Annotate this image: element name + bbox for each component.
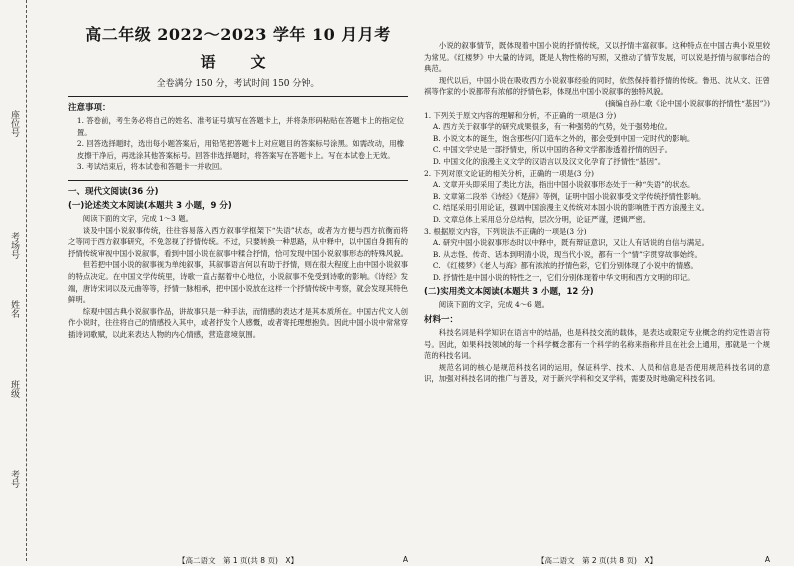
question-option: C. 结尾采用引用论证，强调中国浪漫主义传统对本国小说的影响胜于西方浪漫主义。 xyxy=(432,203,710,213)
version-mark: A xyxy=(402,555,408,564)
question-option: A. 西方关于叙事学的研究成果很多，有一种强势的气势，处于强势地位。 xyxy=(432,122,673,132)
binding-label-id: 考号 xyxy=(9,470,19,488)
note-item: 1. 答卷前，考生务必将自己的姓名、准考证号填写在答题卡上，并将条形码粘贴在答题卡上的指定位置。 xyxy=(76,116,405,137)
material-paragraph: 科技名词是科学知识在语言中的结晶，也是科技交流的载体，是表达或限定专业概念的约定性语言符号。因此，如果科技领域的每一个科学概念都有一个科学的名称来指称并且在社会上通用，那就是一个规范的科技名词。 xyxy=(424,328,770,361)
passage-paragraph: 谈及中国小说叙事传统，往往容易落入西方叙事学框架下“失语”状态，或者为方便与西方抗衡而将之等同于西方叙事研究，不免忽视了抒情传统。不过，只要转换一种思路，从中释中，以中国自身拥有的抒情传统审视中国小说叙事，看到中国小说在叙事中糅合抒情，恰可发现中国小说叙事形态的特殊风貌。 xyxy=(68,225,408,258)
material-paragraph: 规范名词的核心是规范科技名词的运用，保证科学、技术、人员和信息是否使用规范科技名词的意识，加强对科技名词的推广与普及，对于新兴学科和交叉学科，需要及时地确定科技名词。 xyxy=(424,362,770,384)
question-stem: 2. 下列对原文论证的相关分析，正确的一项是(3 分) xyxy=(424,168,595,178)
subsection-heading: (二)实用类文本阅读(本题共 3 小题，12 分) xyxy=(424,287,594,298)
subsection-heading: (一)论述类文本阅读(本题共 3 小题，9 分) xyxy=(68,200,232,211)
notes-heading: 注意事项： xyxy=(68,103,111,113)
binding-margin xyxy=(0,0,27,561)
question-option: B. 从志怪、传奇、话本到明清小说，现当代小说，都有一个“情”字贯穿故事始终。 xyxy=(432,249,702,259)
question-option: C. 中国文学史是一部抒情史，所以中国的各种文学都渗透着抒情的因子。 xyxy=(432,145,673,155)
exam-title: 高二年级 2022～2023 学年 10 月月考 xyxy=(85,25,391,44)
passage-paragraph: 现代以后，中国小说在吸收西方小说叙事经验的同时，依然保持着抒情的传统。鲁迅、沈从文、汪曾祺等作家的小说都带有浓郁的抒情色彩，体现出中国小说叙事的独特风貌。 xyxy=(424,75,770,97)
excerpt-source: (摘编自孙仁歌《论中国小说叙事的抒情性“基因”》) xyxy=(605,98,770,108)
question-stem: 1. 下列关于原文内容的理解和分析，不正确的一项是(3 分) xyxy=(424,110,617,120)
passage-paragraph: 综观中国古典小说叙事作品，讲故事只是一种手法，而情感的表达才是其本质所在。中国古代文人创作小说时，往往将自己的情感投入其中，或者抒发个人感慨，或者寄托理想抱负。因此中国小说中常常穿插诗词歌赋，以此来表达人物的内心情感，营造意境氛围。 xyxy=(68,306,408,339)
question-option: A. 文章开头即采用了类比方法，指出中国小说叙事形态处于一种“失语”的状态。 xyxy=(432,180,695,190)
material-label: 材料一： xyxy=(424,315,459,326)
note-item: 2. 回答选择题时，选出每小题答案后，用铅笔把答题卡上对应题目的答案标号涂黑。如需改动，用橡皮擦干净后，再选涂其他答案标号。回答非选择题时，将答案写在答题卡上。写在本试卷上无效。 xyxy=(76,139,405,160)
divider xyxy=(68,180,408,181)
passage-paragraph: 小说的叙事情节，既体现着中国小说的抒情传统，又以抒情丰富叙事。这种特点在中国古典小说里较为常见。《红楼梦》中大量的诗词，既是人物性格的写照，又推动了情节发展，可以说是抒情与叙事结合的典范。 xyxy=(424,41,770,74)
question-option: B. 小说文本的诞生，饱含那些闪门造车之外的，都会受到中国一定时代的影响。 xyxy=(432,133,695,143)
question-option: C. 《红楼梦》《老人与海》都有浓浓的抒情色彩，它们分别体现了小说中的情感。 xyxy=(432,261,698,271)
section-heading: 一、现代文阅读(36 分) xyxy=(68,186,159,197)
question-option: B. 文章第二段举《诗经》《楚辞》等例，证明中国小说叙事受文学传统抒情性影响。 xyxy=(432,191,706,201)
reading-instruction: 阅读下面的文字，完成 4～6 题。 xyxy=(438,300,549,310)
right-column xyxy=(424,0,770,561)
binding-label-name: 姓名 xyxy=(9,300,19,318)
divider xyxy=(68,96,408,97)
score-line: 全卷满分 150 分，考试时间 150 分钟。 xyxy=(156,79,320,89)
binding-label-seat: 座位号 xyxy=(9,110,19,137)
subject-title: 语 文 xyxy=(200,53,276,71)
note-item: 3. 考试结束后，将本试卷和答题卡一并收回。 xyxy=(76,162,227,172)
binding-label-class: 班级 xyxy=(9,380,19,398)
version-mark: A xyxy=(764,555,770,564)
passage-paragraph: 但若把中国小说的叙事视为单纯叙事，其叙事语言何以有助于抒情，则在很大程度上由中国小说叙事的特点决定。在中国文学传统里，诗歌一直占据着中心地位，小说叙事不免受到诗歌的影响。《诗经》发端，唐诗宋词以及元曲等等，抒情一脉相承，把中国小说放在这样一个抒情传统中考察，就会发现其特色鲜明。 xyxy=(68,260,408,305)
question-option: D. 中国文化的浪漫主义文学的汉语言以及汉文化孕育了抒情性“基因”。 xyxy=(432,156,666,166)
question-option: D. 文章总体上采用总分总结构，层次分明，论证严谨，逻辑严密。 xyxy=(432,214,651,224)
page-label: 【高二语文 第 2 页(共 8 页) X】 xyxy=(536,556,658,565)
left-column xyxy=(68,0,408,561)
question-option: D. 抒情性是中国小说的特性之一，它们分别体现着中华文明和西方文明的印记。 xyxy=(432,272,695,282)
question-stem: 3. 根据原文内容，下列说法不正确的一项是(3 分) xyxy=(424,226,587,236)
page-label: 【高二语文 第 1 页(共 8 页) X】 xyxy=(177,556,299,565)
reading-instruction: 阅读下面的文字，完成 1～3 题。 xyxy=(82,213,193,223)
binding-label-room: 考场号 xyxy=(9,232,19,259)
question-option: A. 研究中国小说叙事形态时以中释中，既有辩证意识，又让人有话说的自信与满足。 xyxy=(432,238,709,248)
